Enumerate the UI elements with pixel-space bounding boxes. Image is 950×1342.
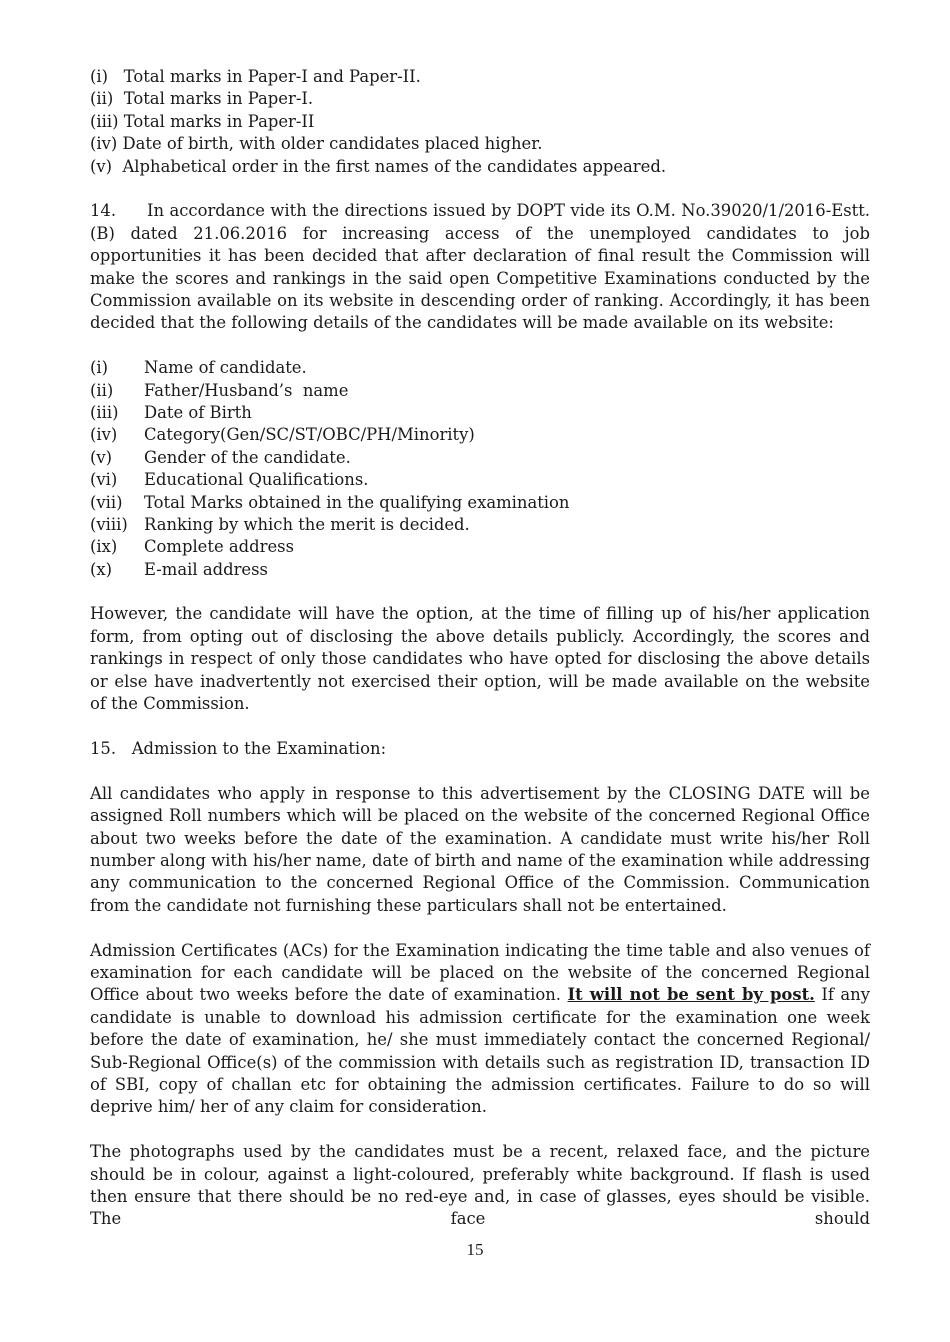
section-14-paragraph — [90, 200, 870, 334]
page-number: 15 — [466, 1240, 484, 1259]
list-item: (iii) Date of Birth — [90, 402, 252, 422]
section-14-text: In accordance with the directions issued by DOPT vide its O.M. No.39020/1/2016-Estt. (B) dated 21.06.2016 for increasing access of the unemployed candidates to job opportunities it has been decided that after declaration of final result the Commission will make the scores and rankings in the said open Competitive Examinations conducted by the Commission available on its website in descending order of ranking. Accordingly, it has been decided that the following details of the candidates will be made available on its website: — [90, 201, 870, 333]
tie-break-item: (i) Total marks in Paper-I and Paper-II. — [90, 67, 421, 86]
list-item: (viii) Ranking by which the merit is decided. — [90, 514, 470, 534]
list-item: (v) Gender of the candidate. — [90, 447, 351, 467]
roll-numbers-paragraph: All candidates who apply in response to this advertisement by the CLOSING DATE will be assigned Roll numbers which will be placed on the website of the concerned Regional Office about two weeks before the date of the examination. A candidate must write his/her Roll number along with his/her name, date of birth and name of the examination while addressing any communication to the concerned Regional Office of the Commission. Communication from the candidate not furnishing these particulars shall not be entertained. — [90, 783, 870, 915]
document-page — [90, 66, 870, 1231]
list-item: (vi) Educational Qualifications. — [90, 470, 369, 490]
tie-break-item: (ii) Total marks in Paper-I. — [90, 89, 314, 109]
photograph-requirements-paragraph: The photographs used by the candidates must be a recent, relaxed face, and the picture should be in colour, against a light-coloured, preferably white background. If flash is used then ensure that there should be no red-eye and, in case of glasses, eyes should be visible. The face should — [90, 1142, 870, 1229]
tie-break-item: (iii) Total marks in Paper-II — [90, 111, 315, 131]
list-item: (iv) Category(Gen/SC/ST/OBC/PH/Minority) — [90, 425, 475, 445]
tie-break-item: (v) Alphabetical order in the first names of the candidates appeared. — [90, 156, 667, 176]
section-15-heading: 15. Admission to the Examination: — [90, 738, 387, 758]
tie-break-item: (iv) Date of birth, with older candidates placed higher. — [90, 134, 543, 154]
list-item: (i) Name of candidate. — [90, 358, 307, 378]
list-item: (ix) Complete address — [90, 537, 294, 557]
section-14-number: 14. — [90, 201, 117, 221]
opt-out-paragraph: However, the candidate will have the option, at the time of filling up of his/her application form, from opting out of disclosing the above details publicly. Accordingly, the scores and rankings in respect of only those candidates who have opted for disclosing the above details or else have inadvertently not exercised their option, will be made available on the website of the Commission. — [90, 604, 870, 714]
published-details-list — [90, 357, 870, 581]
admission-certificate-paragraph: Admission Certificates (ACs) for the Examination indicating the time table and also venues of examination for each candidate will be placed on the website of the concerned Regional Office about two weeks before the date of examination. It will not be sent by post. If any candidate is unable to download his admission certificate for the examination one week before the date of examination, he/ she must immediately contact the concerned Regional/ Sub-Regional Office(s) of the commission with details such as registration ID, transaction ID of SBI, copy of challan etc for obtaining the admission certificates. Failure to do so will deprive him/ her of any claim for consideration. — [90, 940, 870, 1117]
tie-break-criteria-list — [90, 66, 870, 178]
list-item: (x) E-mail address — [90, 559, 268, 579]
list-item: (vii) Total Marks obtained in the qualifying examination — [90, 492, 570, 512]
not-sent-by-post-notice: It will not be sent by post. — [567, 985, 815, 1005]
list-item: (ii) Father/Husband’s name — [90, 380, 349, 400]
